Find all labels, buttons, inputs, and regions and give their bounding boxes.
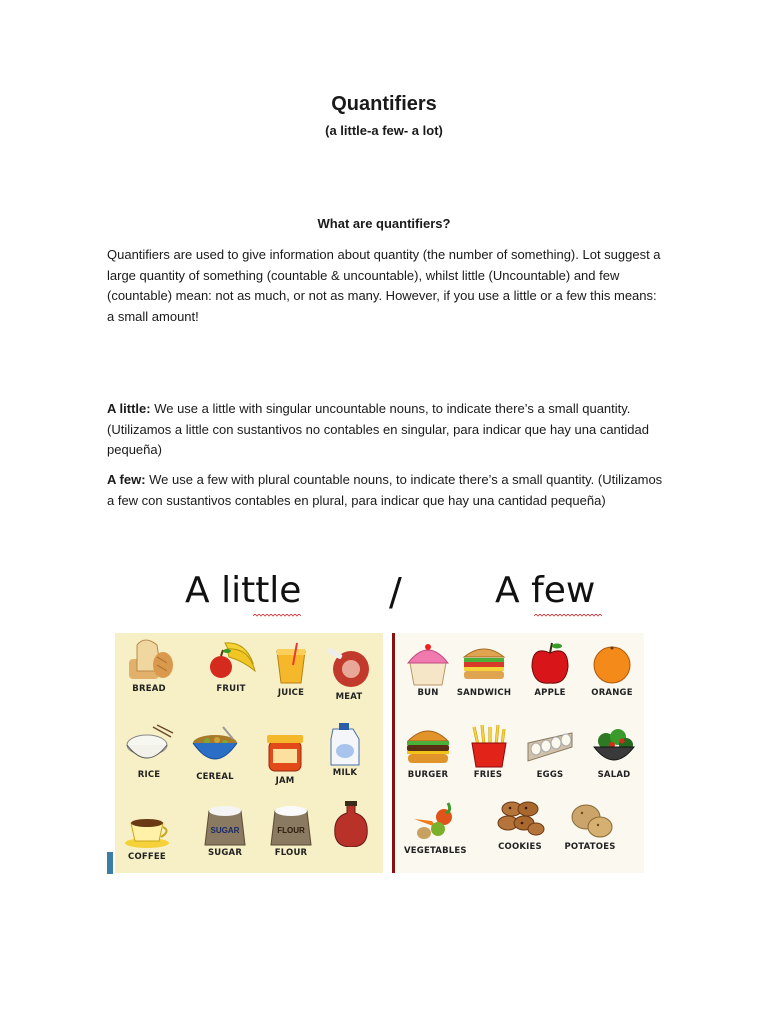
fries-item <box>458 723 518 780</box>
apple-icon <box>524 641 576 687</box>
item-label: JUICE <box>277 688 305 698</box>
potatoes-item <box>560 795 620 852</box>
item-label: EGGS <box>536 770 564 780</box>
rice-icon <box>123 723 175 769</box>
image-edge <box>107 852 113 874</box>
item-label: BUN <box>417 688 439 698</box>
item-label: MEAT <box>335 692 363 702</box>
a-little-text: We use a little with singular uncountable nouns, to indicate there’s a small quantity. (Utilizamos a little con sustantivos no contables en singular, para indicar que hay una cantidad pequeña) <box>107 401 649 457</box>
bread-icon <box>123 637 175 683</box>
salad-icon <box>588 723 640 769</box>
spellcheck-squiggle <box>534 614 602 617</box>
eggs-item <box>520 723 580 780</box>
item-label: FRIES <box>473 770 503 780</box>
item-label: VEGETABLES <box>404 846 467 856</box>
item-label: CEREAL <box>196 772 234 782</box>
bun-icon <box>402 641 454 687</box>
burger-icon <box>402 723 454 769</box>
meat-item <box>319 645 379 702</box>
page-subtitle: (a little-a few- a lot) <box>325 123 443 138</box>
sandwich-icon <box>458 641 510 687</box>
spellcheck-squiggle <box>253 614 301 617</box>
banner-separator: / <box>389 570 402 614</box>
coffee-icon <box>121 805 173 851</box>
bun-item <box>398 641 458 698</box>
item-label: POTATOES <box>564 842 616 852</box>
fruit-icon <box>205 637 257 683</box>
bread-item <box>119 637 179 694</box>
countable-panel <box>396 633 644 873</box>
vegetables-icon <box>408 799 460 845</box>
sugar-item <box>195 801 255 858</box>
cereal-icon <box>189 725 241 771</box>
item-label: FLOUR <box>274 848 308 858</box>
fries-icon <box>462 723 514 769</box>
jam-item <box>255 729 315 786</box>
sandwich-item <box>454 641 514 698</box>
item-label: SANDWICH <box>456 688 512 698</box>
item-label: JAM <box>275 776 295 786</box>
jam-icon <box>259 729 311 775</box>
coffee-item <box>117 805 177 862</box>
a-little-paragraph <box>107 399 667 461</box>
cereal-item <box>185 725 245 782</box>
juice-item <box>261 641 321 698</box>
item-label: ORANGE <box>591 688 633 698</box>
item-label: BREAD <box>132 684 166 694</box>
panel-divider <box>392 633 395 873</box>
flour-icon <box>265 801 317 847</box>
eggs-icon <box>524 723 576 769</box>
fruit-item <box>201 637 261 694</box>
sugar-icon <box>199 801 251 847</box>
cookies-item <box>490 795 550 852</box>
a-few-paragraph <box>107 470 667 511</box>
item-label: MILK <box>332 768 358 778</box>
sack-text: SUGAR <box>210 826 240 835</box>
intro-paragraph: Quantifiers are used to give information about quantity (the number of something). Lot suggest a large quantity of something (countable & uncountable), whilst little (Uncountable) and few (countable) mean: not as much, or not as many. However, if you use a little or a few this means: a small amount! <box>107 247 661 324</box>
salad-item <box>584 723 644 780</box>
item-label: COFFEE <box>128 852 166 862</box>
item-label: SUGAR <box>207 848 243 858</box>
page-title: Quantifiers <box>331 93 437 115</box>
juice-icon <box>265 641 317 687</box>
item-label: RICE <box>137 770 161 780</box>
cookies-icon <box>494 795 546 841</box>
oil-item <box>321 801 381 848</box>
meat-icon <box>323 645 375 691</box>
item-label: APPLE <box>534 688 566 698</box>
vegetables-item <box>404 799 467 856</box>
a-few-term: A few: <box>107 472 146 487</box>
food-illustration <box>107 570 647 875</box>
orange-icon <box>586 641 638 687</box>
potatoes-icon <box>564 795 616 841</box>
a-few-text: We use a few with plural countable nouns, to indicate there’s a small quantity. (Utilizamos a few con sustantivos contables en plural, para indicar que hay una cantidad pequeña) <box>107 472 663 508</box>
item-label: COOKIES <box>498 842 542 852</box>
sack-text: FLOUR <box>277 826 305 835</box>
item-label: BURGER <box>407 770 449 780</box>
oil-icon <box>325 801 377 847</box>
section-heading: What are quantifiers? <box>317 216 451 231</box>
item-label: FRUIT <box>216 684 246 694</box>
burger-item <box>398 723 458 780</box>
milk-icon <box>319 721 371 767</box>
milk-item <box>315 721 375 778</box>
orange-item <box>582 641 642 698</box>
uncountable-panel <box>115 633 383 873</box>
flour-item <box>261 801 321 858</box>
a-little-term: A little: <box>107 401 151 416</box>
apple-item <box>520 641 580 698</box>
a-little-banner-title: A little <box>185 570 302 611</box>
rice-item <box>119 723 179 780</box>
a-few-banner-title: A few <box>495 570 596 611</box>
item-label: SALAD <box>597 770 631 780</box>
